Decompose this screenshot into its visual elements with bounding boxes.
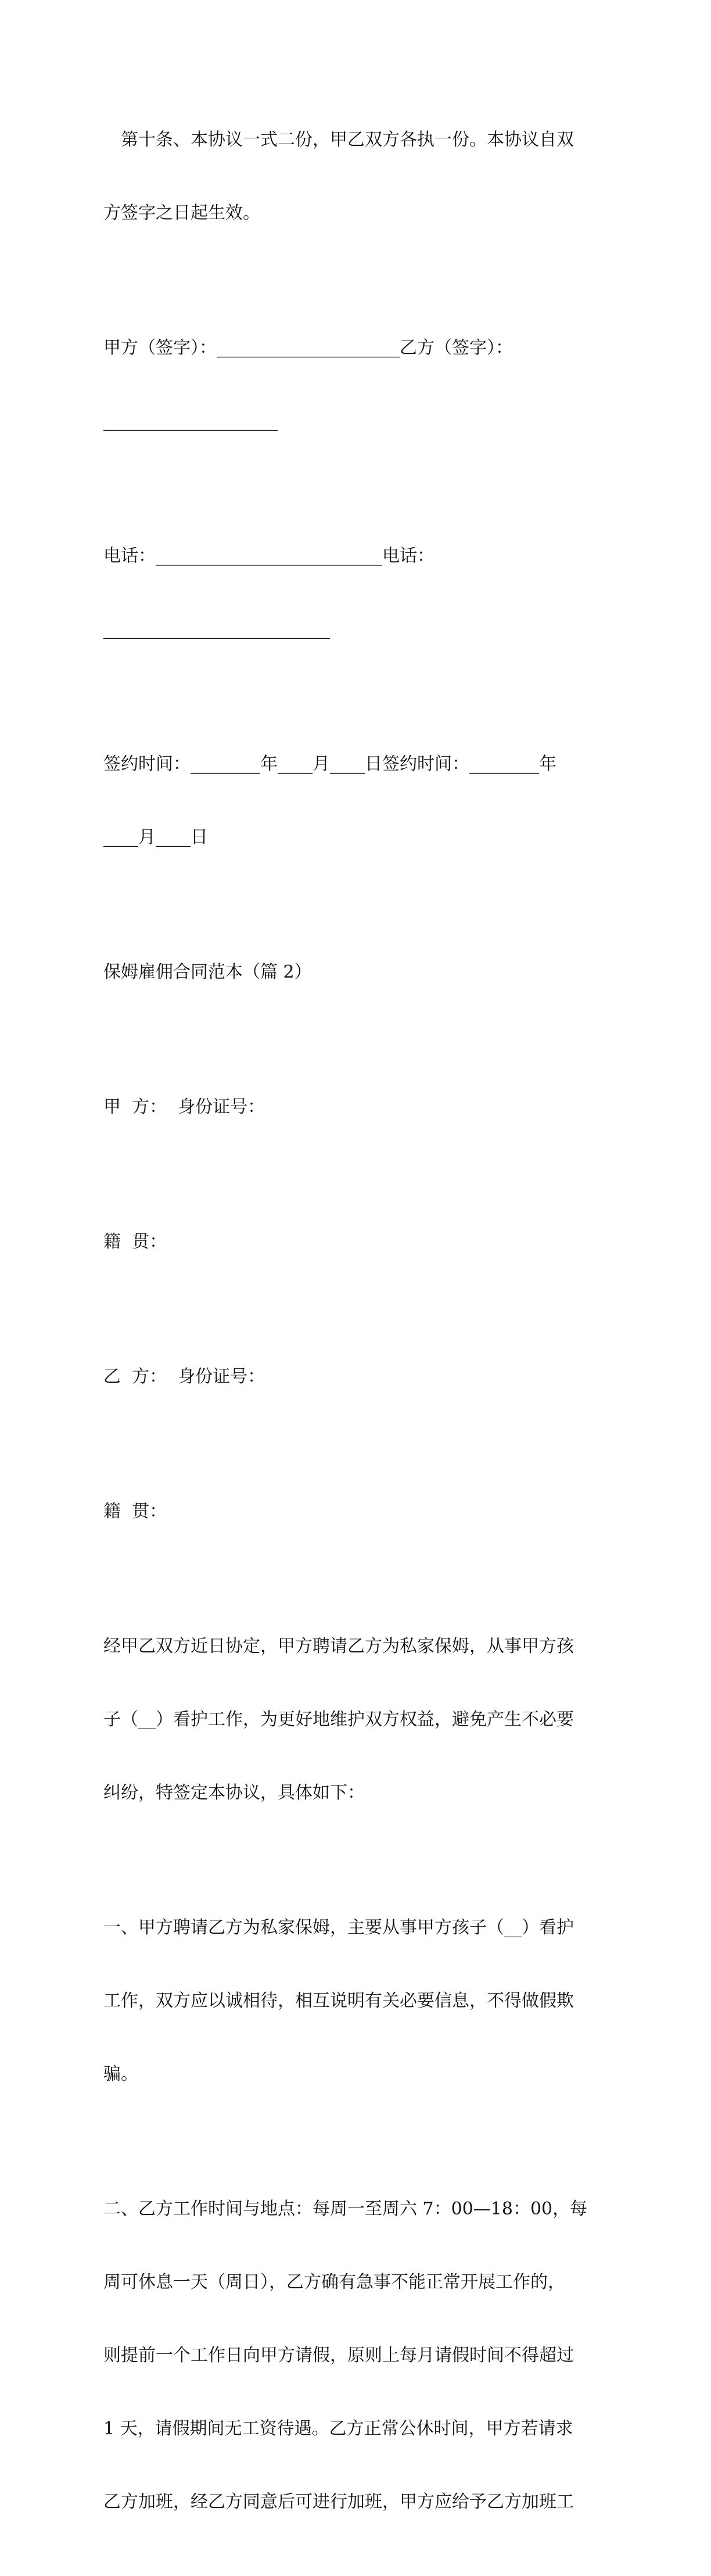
clause-ten xyxy=(103,79,603,274)
party-a-line xyxy=(103,1046,603,1168)
document-page xyxy=(103,79,603,2576)
sign-date-line xyxy=(103,703,603,899)
text-line: __________________________ xyxy=(103,619,330,639)
text-line: 签约时间：________年____月____日签约时间：________年 xyxy=(103,754,556,774)
text-line: ____________________ xyxy=(103,411,278,431)
text-line: 纠纷，特签定本协议，具体如下： xyxy=(103,1783,365,1803)
party-a-origin xyxy=(103,1181,603,1303)
text-line: 二、乙方工作时间与地点：每周一至周六 7：00—18：00，每 xyxy=(103,2199,588,2219)
text-line: 籍 贯： xyxy=(103,1501,167,1522)
text-line: ____月____日 xyxy=(103,827,208,847)
text-line: 乙方加班，经乙方同意后可进行加班，甲方应给予乙方加班工 xyxy=(103,2492,574,2512)
text-line: 工作，双方应以诚相待，相互说明有关必要信息，不得做假欺 xyxy=(103,1991,574,2011)
clause-two xyxy=(103,2148,603,2563)
text-line: 第十条、本协议一式二份，甲乙双方各执一份。本协议自双 xyxy=(103,130,574,150)
text-line: 保姆雇佣合同范本（篇 2） xyxy=(103,962,312,982)
text-line: 甲方（签字）：_____________________乙方（签字）： xyxy=(103,338,513,358)
text-line: 方签字之日起生效。 xyxy=(103,203,260,223)
text-line: 甲 方： 身份证号： xyxy=(103,1097,265,1117)
text-line: 一、甲方聘请乙方为私家保姆，主要从事甲方孩子（__）看护 xyxy=(103,1917,574,1938)
text-line: 子（__）看护工作，为更好地维护双方权益，避免产生不必要 xyxy=(103,1709,574,1730)
text-line: 骗。 xyxy=(103,2064,138,2084)
preamble xyxy=(103,1586,603,1854)
text-line: 则提前一个工作日向甲方请假，原则上每月请假时间不得超过 xyxy=(103,2345,574,2366)
phone-line xyxy=(103,495,603,690)
clause-one xyxy=(103,1867,603,2135)
text-line: 乙 方： 身份证号： xyxy=(103,1366,265,1387)
party-b-origin xyxy=(103,1451,603,1573)
party-b-line xyxy=(103,1316,603,1438)
text-line: 经甲乙双方近日协定，甲方聘请乙方为私家保姆，从事甲方孩 xyxy=(103,1636,574,1656)
text-line: 籍 贯： xyxy=(103,1232,167,1252)
text-line: 电话：__________________________电话： xyxy=(103,546,435,566)
text-line: 周可休息一天（周日），乙方确有急事不能正常开展工作的， xyxy=(103,2272,565,2292)
section-title xyxy=(103,911,603,1033)
text-line: 1 天，请假期间无工资待遇。乙方正常公休时间，甲方若请求 xyxy=(103,2418,573,2439)
signature-line xyxy=(103,287,603,482)
